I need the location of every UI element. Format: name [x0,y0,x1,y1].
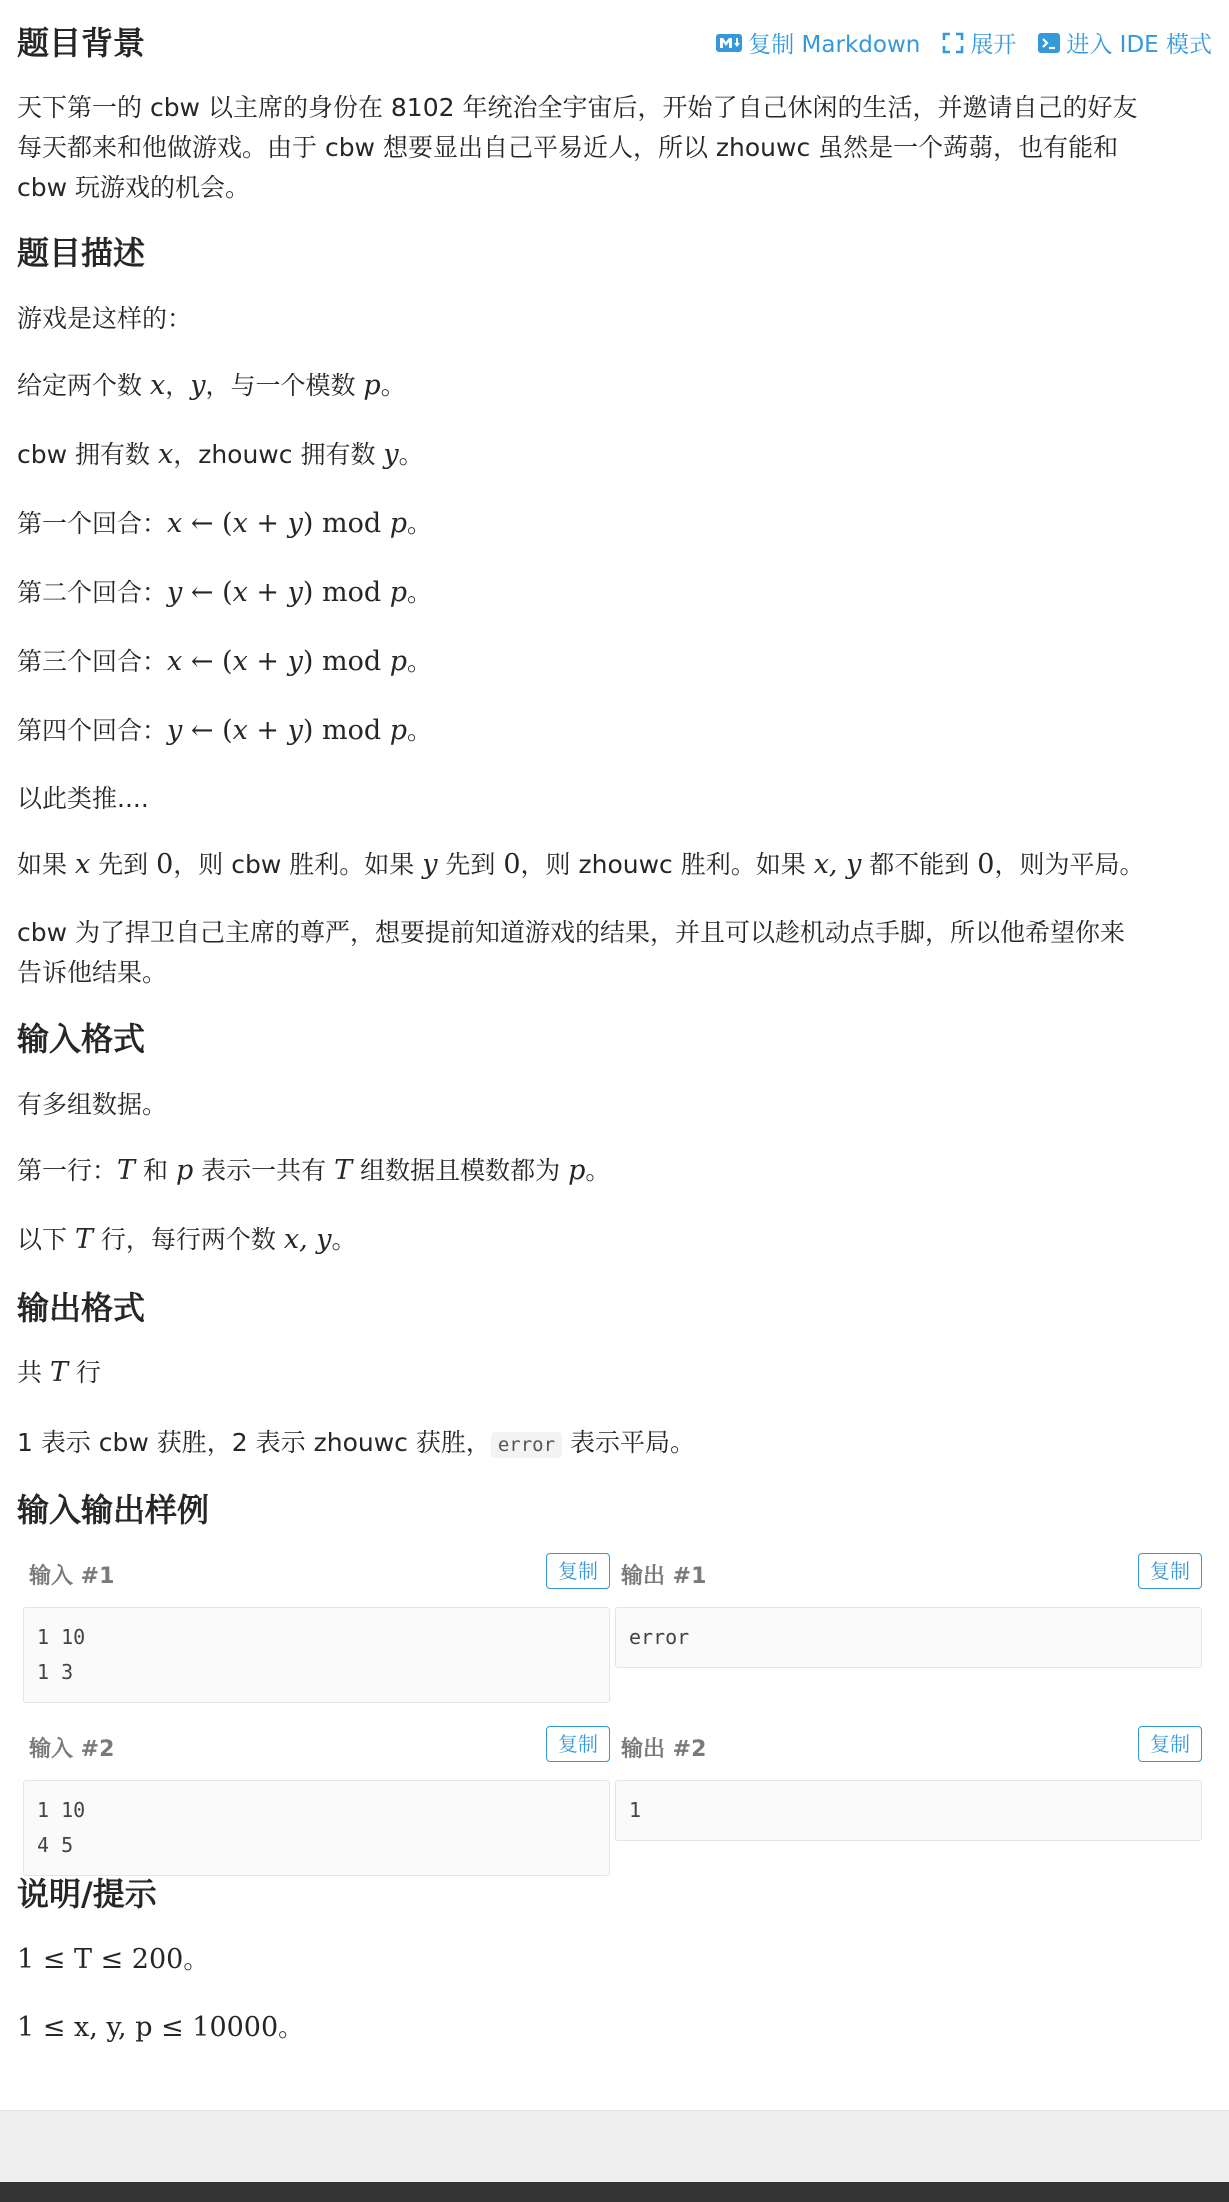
sample-output-2-content: 1 [615,1780,1202,1841]
output-format-section [17,1287,1212,1329]
expand-icon [942,32,964,54]
last-line-2: 告诉他结果。 [17,958,168,987]
zero: 0 [156,849,174,880]
hint-c2-wrap [17,2008,1212,2048]
text: ，则 zhouwc 胜利。如果 [520,850,814,879]
round-part: x [167,646,183,677]
text: 1 表示 cbw 获胜，2 表示 zhouwc 获胜， [17,1428,491,1457]
sample-output-2-title: 输出 #2 [621,1737,707,1762]
copy-markdown-label: 复制 Markdown [748,32,921,58]
samples-section [17,1489,1212,1531]
text: 行 [67,1358,101,1387]
round-part: p [389,508,407,539]
last-wrap [17,913,1212,993]
markdown-icon [716,33,742,53]
constraint-T: 1 ≤ T ≤ 200 [17,1944,184,1975]
description-intro-wrap [17,299,1212,339]
sample-head [615,1553,1202,1593]
text: 给定两个数 [17,371,150,400]
round-part: p [389,715,408,746]
hint-constraint-1 [17,1940,1212,1980]
round-part: x + y [232,715,303,746]
sample-output-1-title: 输出 #1 [621,1564,707,1589]
round-part: 。 [407,578,433,607]
sample-input-2-title: 输入 #2 [29,1737,115,1762]
var-xy: x, y [813,849,862,880]
round-text [17,711,1212,751]
sample-input-1-title: 输入 #1 [29,1564,115,1589]
sample-input-2-content: 1 10 4 5 [23,1780,610,1876]
text: 第一行： [17,1156,118,1185]
round-part: 第一个回合： [17,509,168,538]
own-line [17,435,1212,475]
text: 如果 [17,850,75,879]
round-text [17,573,1212,613]
var-T: T [74,1224,93,1255]
text: 。 [183,1945,209,1974]
round-line-1 [17,504,1212,544]
var-xy: x, y [283,1224,332,1255]
var-T: T [49,1357,68,1388]
round-part: p [389,577,408,608]
text: 。 [278,2013,304,2042]
error-code: error [491,1432,562,1458]
sample-output-1 [615,1553,1202,1668]
description-title: 题目描述 [17,234,146,272]
output-format-line-2 [17,1423,1212,1465]
text: 。 [331,1225,357,1254]
text: 组数据且模数都为 [352,1156,569,1185]
input-format-section [17,1018,1212,1060]
input-l3-wrap [17,1220,1212,1260]
var-T: T [117,1155,136,1186]
input-format-line-3 [17,1220,1212,1260]
problem-header [17,18,1212,68]
hint-title: 说明/提示 [17,1875,157,1913]
var-p: p [568,1155,586,1186]
round-part: y [167,715,183,746]
given-line-wrap [17,366,1212,406]
round-part: x [167,508,183,539]
given-line [17,366,1212,406]
var-x: x [149,370,166,401]
round-part: ← ( [182,577,233,608]
background-line-2: 每天都来和他做游戏。由于 cbw 想要显出自己平易近人，所以 zhouwc 虽然是一个蒟蒻，也有能和 [17,133,1119,162]
background-title: 题目背景 [17,24,146,62]
etc-wrap [17,779,1212,819]
win-line [17,845,1212,885]
input-l1-wrap [17,1085,1212,1125]
var-y: y [190,370,206,401]
text: 表示平局。 [562,1428,696,1457]
round-part: 第三个回合： [17,647,168,676]
round-part: x + y [232,508,303,539]
background-line-1: 天下第一的 cbw 以主席的身份在 8102 年统治全宇宙后，开始了自己休闲的生活，并邀请自己的好友 [17,93,1138,122]
zero: 0 [503,849,521,880]
sample-output-2 [615,1726,1202,1841]
text: ， [165,371,191,400]
round-part: ) mod [302,508,390,539]
copy-output-1-button[interactable]: 复制 [1138,1553,1202,1589]
sample-input-1 [23,1553,610,1703]
output-l2-wrap [17,1423,1212,1465]
round-part: x + y [232,577,303,608]
var-y: y [422,849,438,880]
text: 以下 [17,1225,75,1254]
copy-markdown-button[interactable] [716,26,920,59]
var-x: x [157,439,174,470]
hint-section [17,1873,1212,1915]
round-part: 。 [407,716,433,745]
win-line-wrap [17,845,1212,885]
toolbar-actions [716,26,1212,59]
round-part: ← ( [182,646,233,677]
text: 先到 [90,850,157,879]
expand-button[interactable] [942,26,1016,59]
background-line-3: cbw 玩游戏的机会。 [17,173,251,202]
var-p: p [175,1155,194,1186]
output-format-title: 输出格式 [17,1289,146,1327]
sample-output-1-content: error [615,1607,1202,1668]
sample-input-1-content: 1 10 1 3 [23,1607,610,1703]
ide-mode-label: 进入 IDE 模式 [1066,32,1212,58]
var-T: T [334,1155,353,1186]
description-intro: 游戏是这样的： [17,304,193,333]
copy-input-2-button[interactable]: 复制 [546,1726,610,1762]
text: 行，每行两个数 [92,1225,284,1254]
hint-constraint-2 [17,2008,1212,2048]
text: 共 [17,1358,50,1387]
text: ，zhouwc 拥有数 [173,440,384,469]
round-text [17,642,1212,682]
round-part: ← ( [182,508,233,539]
description-section [17,232,1212,274]
input-l2-wrap [17,1151,1212,1191]
round-part: ← ( [182,715,233,746]
text: ，与一个模数 [205,371,364,400]
text: 。 [380,371,406,400]
round-part: x + y [232,646,303,677]
text: cbw 拥有数 [17,440,158,469]
sample-head [23,1553,610,1593]
background-section [17,88,1212,208]
var-y: y [383,439,399,470]
text: 都不能到 [861,850,978,879]
hint-c1-wrap [17,1940,1212,1980]
input-format-title: 输入格式 [17,1020,146,1058]
sample-input-2 [23,1726,610,1876]
round-line-3 [17,642,1212,682]
text: 。 [585,1156,611,1185]
zero: 0 [977,849,995,880]
footer-area [0,2110,1229,2182]
round-part: ) mod [302,577,390,608]
round-line-2 [17,573,1212,613]
text: ，则 cbw 胜利。如果 [173,850,423,879]
own-line-wrap [17,435,1212,475]
round-part: ) mod [302,715,390,746]
sample-head [615,1726,1202,1766]
text: 表示一共有 [193,1156,335,1185]
samples-title: 输入输出样例 [17,1491,210,1529]
sample-head [23,1726,610,1766]
footer-bar [0,2182,1229,2202]
round-part: p [389,646,407,677]
round-text [17,504,1212,544]
output-l1-wrap [17,1353,1212,1393]
round-part: 第二个回合： [17,578,168,607]
copy-output-2-button[interactable]: 复制 [1138,1726,1202,1762]
expand-label: 展开 [970,32,1017,58]
round-part: 。 [407,647,433,676]
round-part: 第四个回合： [17,716,168,745]
input-format-line-1: 有多组数据。 [17,1090,168,1119]
var-x: x [74,849,91,880]
text: 和 [135,1156,176,1185]
terminal-icon [1038,32,1060,54]
etc-line: 以此类推.... [17,784,149,813]
round-line-4 [17,711,1212,751]
text: ，则为平局。 [994,850,1145,879]
copy-input-1-button[interactable]: 复制 [546,1553,610,1589]
text: 。 [398,440,424,469]
round-part: y [167,577,183,608]
text: 先到 [437,850,504,879]
output-format-line-1 [17,1353,1212,1393]
constraint-xyp: 1 ≤ x, y, p ≤ 10000 [17,2012,279,2043]
last-line-1: cbw 为了捍卫自己主席的尊严，想要提前知道游戏的结果，并且可以趁机动点手脚，所以他希望你来 [17,918,1126,947]
round-part: ) mod [302,646,390,677]
ide-mode-button[interactable] [1038,26,1212,59]
input-format-line-2 [17,1151,1212,1191]
var-p: p [363,370,381,401]
round-part: 。 [407,509,433,538]
